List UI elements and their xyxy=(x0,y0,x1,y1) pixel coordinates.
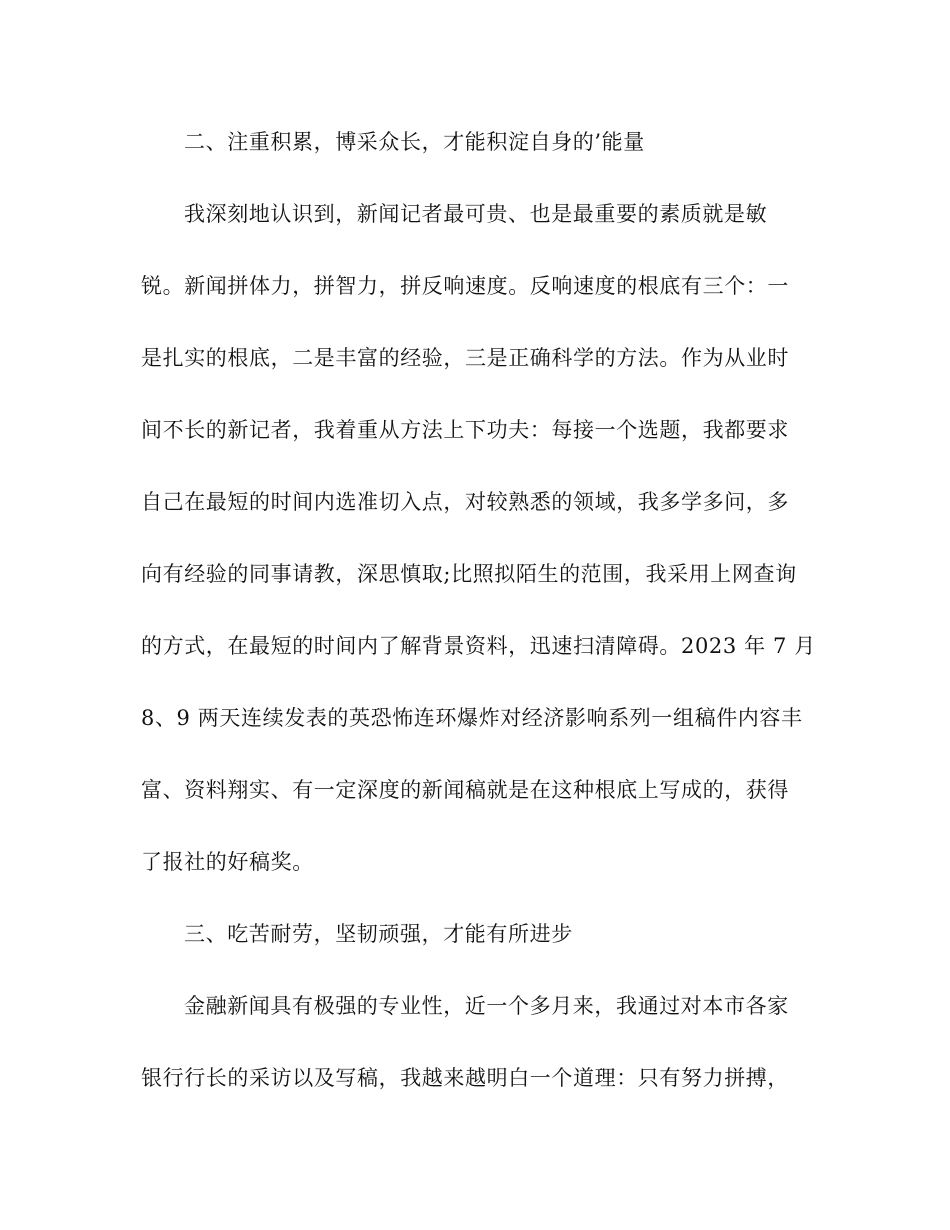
paragraph-line: 间不长的新记者，我着重从方法上下功夫：每接一个选题，我都要求 xyxy=(141,418,789,442)
paragraph-line: 向有经验的同事请教，深思慎取;比照拟陌生的范围，我采用上网查询 xyxy=(141,562,797,586)
paragraph-line: 8、9 两天连续发表的英恐怖连环爆炸对经济影响系列一组稿件内容丰 xyxy=(141,706,803,730)
paragraph-line: 是扎实的根底，二是丰富的经验，三是正确科学的方法。作为从业时 xyxy=(141,346,789,370)
paragraph-line: 我深刻地认识到，新闻记者最可贵、也是最重要的素质就是敏 xyxy=(184,202,768,226)
paragraph-line: 银行行长的采访以及写稿，我越来越明白一个道理：只有努力拼搏， xyxy=(141,1066,789,1090)
paragraph-line: 了报社的好稿奖。 xyxy=(141,850,314,874)
paragraph-line: 锐。新闻拼体力，拼智力，拼反响速度。反响速度的根底有三个：一 xyxy=(141,274,789,298)
paragraph-line: 自己在最短的时间内选准切入点，对较熟悉的领域，我多学多问，多 xyxy=(141,490,789,514)
paragraph-line: 的方式，在最短的时间内了解背景资料，迅速扫清障碍。2023 年 7 月 xyxy=(141,634,816,658)
section-heading-3: 三、吃苦耐劳，坚韧顽强，才能有所进步 xyxy=(184,922,573,946)
paragraph-line: 富、资料翔实、有一定深度的新闻稿就是在这种根底上写成的，获得 xyxy=(141,778,789,802)
paragraph-line: 金融新闻具有极强的专业性，近一个多月来，我通过对本市各家 xyxy=(184,994,789,1018)
section-heading-2: 二、注重积累，博采众长，才能积淀自身的’能量 xyxy=(184,130,645,154)
